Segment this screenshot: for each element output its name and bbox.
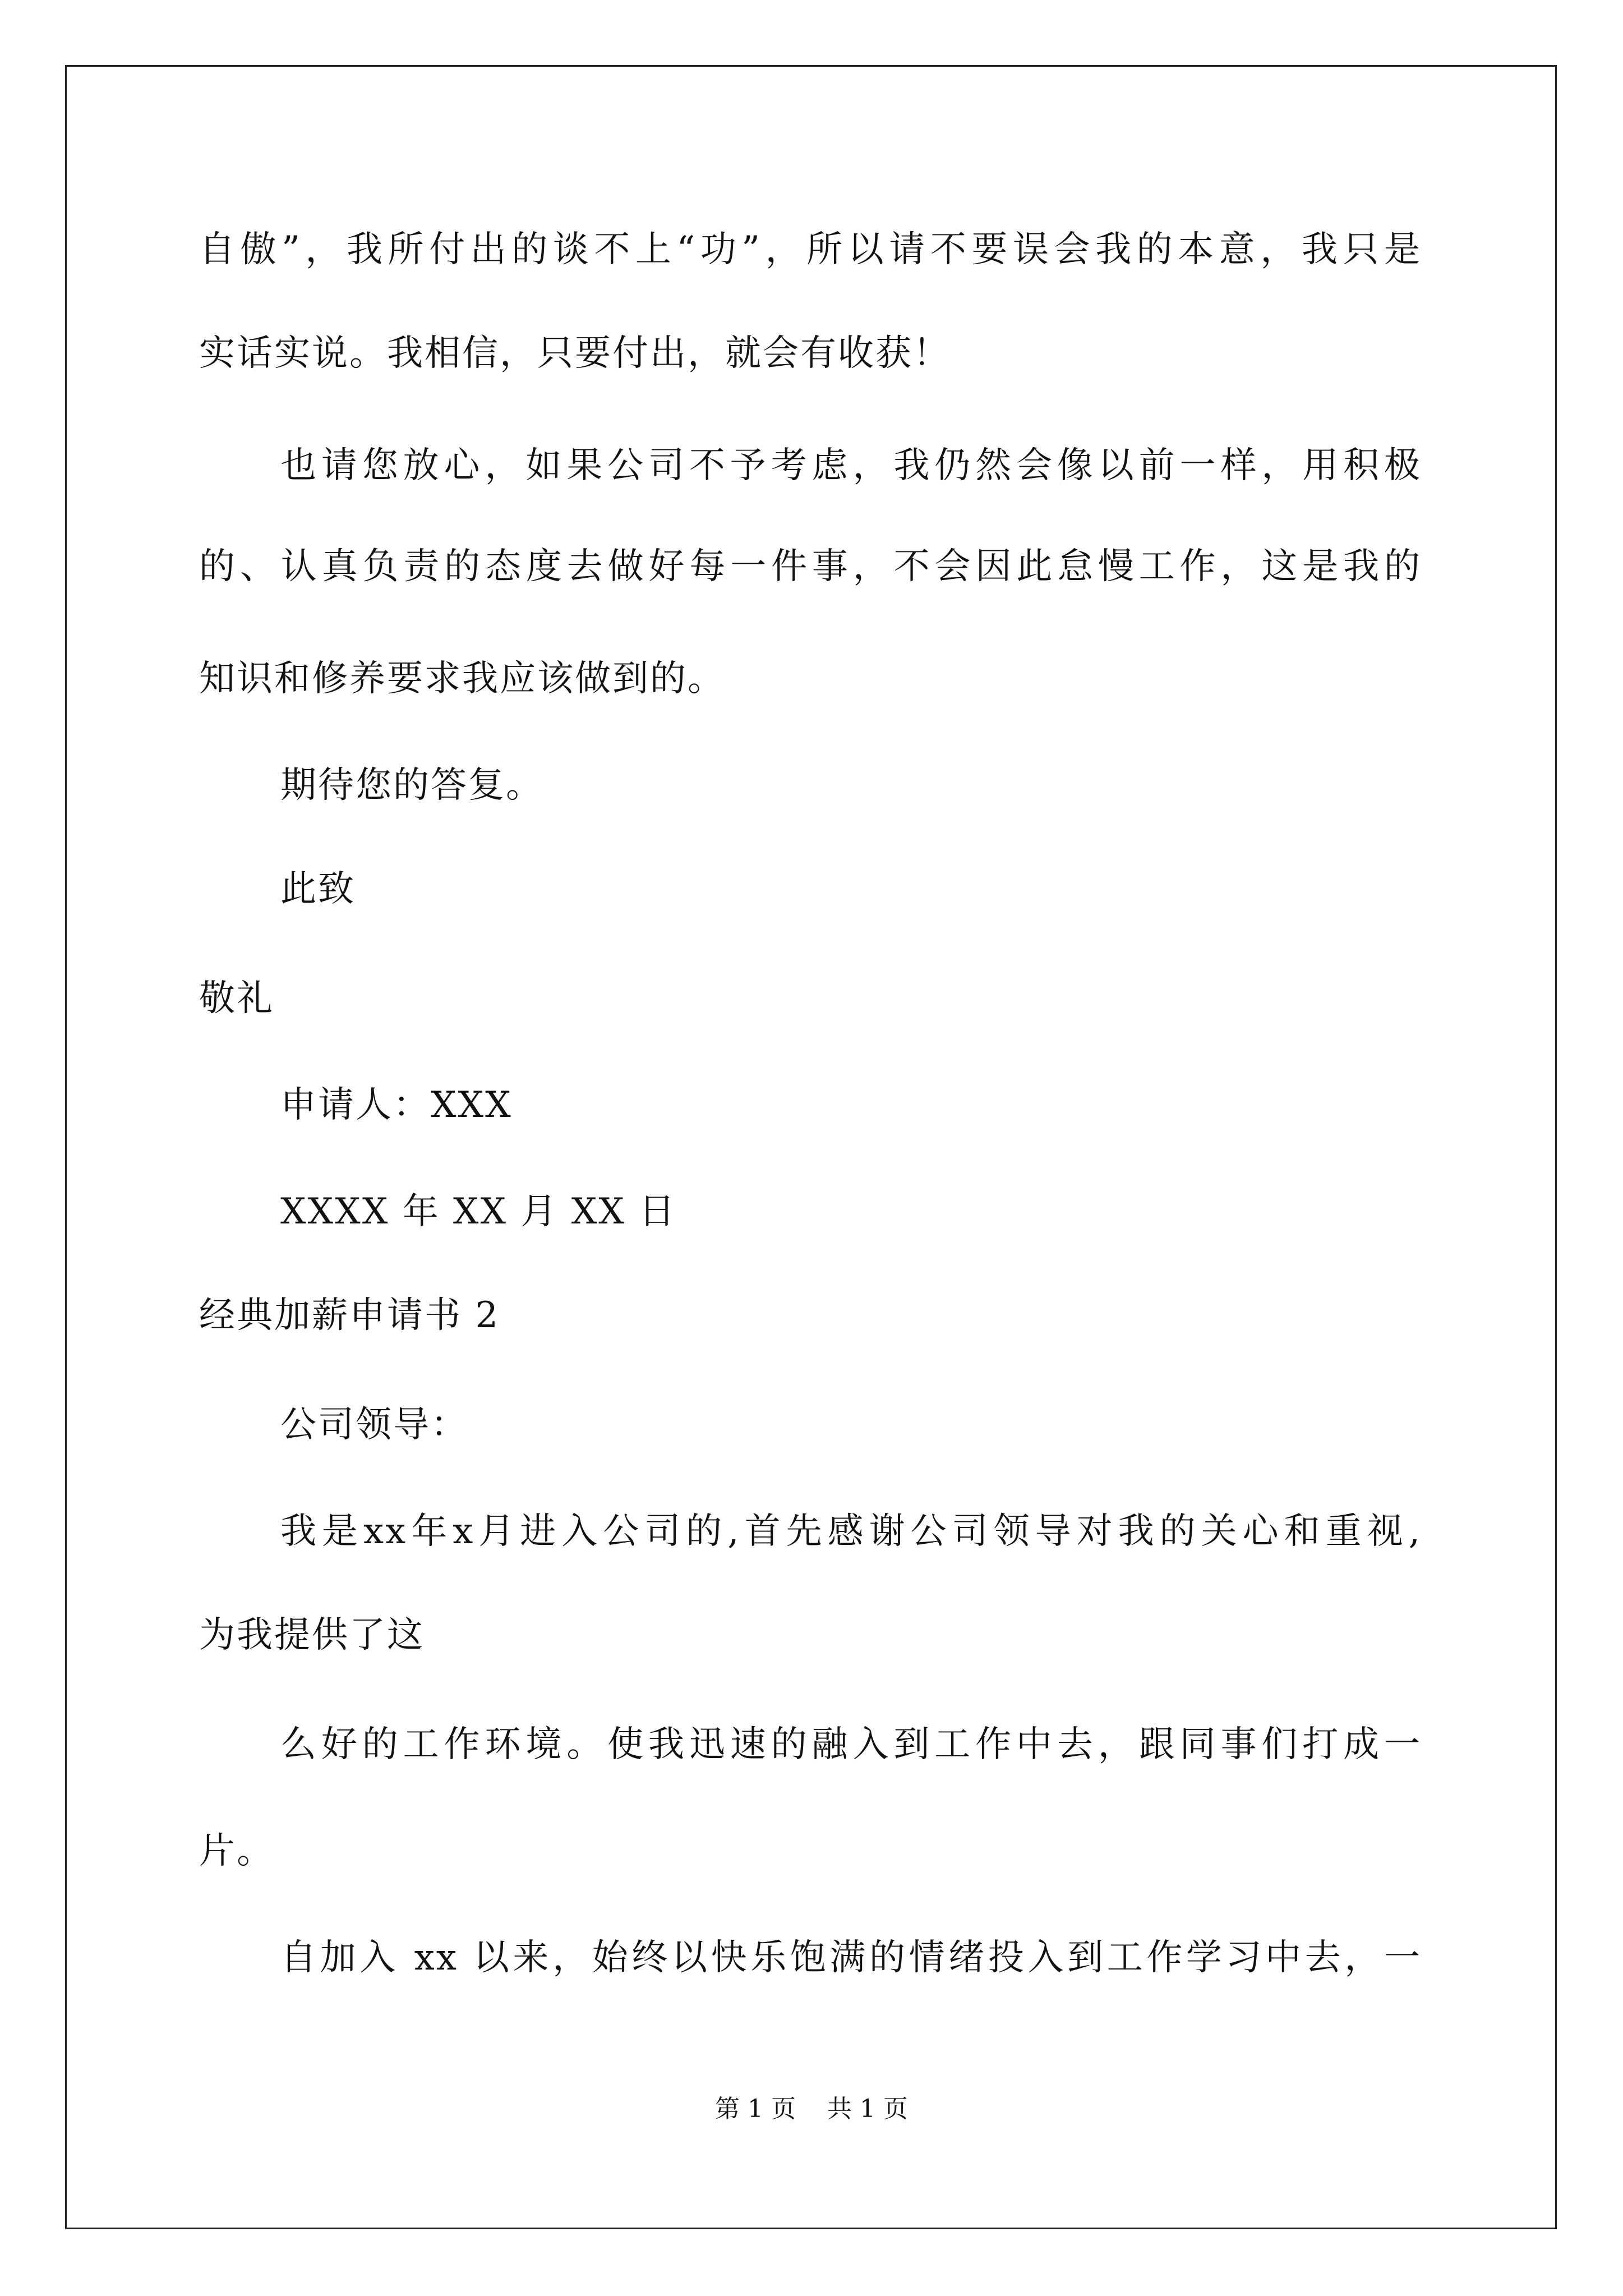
- date-line: XXXX 年 XX 月 XX 日: [280, 1191, 677, 1232]
- page-border: [65, 65, 1557, 2229]
- body-line: 实话实说。我相信，只要付出，就会有收获！: [199, 333, 951, 374]
- body-line: 知识和修养要求我应该做到的。: [199, 658, 725, 700]
- body-line: 片。: [199, 1830, 274, 1872]
- body-line: 的、认真负责的态度去做好每一件事，不会因此怠慢工作，这是我的: [199, 546, 1422, 587]
- body-line: 为我提供了这: [199, 1614, 425, 1656]
- body-line: 也请您放心，如果公司不予考虑，我仍然会像以前一样，用积极: [280, 445, 1422, 486]
- greeting-line: 公司领导：: [280, 1404, 468, 1446]
- body-line: 期待您的答复。: [280, 765, 543, 806]
- salutation-line: 敬礼: [199, 978, 274, 1019]
- salutation-line: 此致: [280, 868, 356, 910]
- signature-line: 申请人：XXX: [280, 1084, 513, 1126]
- body-line: 自傲”，我所付出的谈不上“功”，所以请不要误会我的本意，我只是: [199, 229, 1422, 270]
- body-line: 自加入 xx 以来，始终以快乐饱满的情绪投入到工作学习中去，一: [280, 1937, 1422, 1978]
- body-line: 我是xx年x月进入公司的,首先感谢公司领导对我的关心和重视,: [280, 1511, 1422, 1552]
- body-line: 么好的工作环境。使我迅速的融入到工作中去，跟同事们打成一: [280, 1724, 1422, 1765]
- page-number: 第 1 页 共 1 页: [715, 2095, 908, 2123]
- section-title: 经典加薪申请书 2: [199, 1295, 500, 1336]
